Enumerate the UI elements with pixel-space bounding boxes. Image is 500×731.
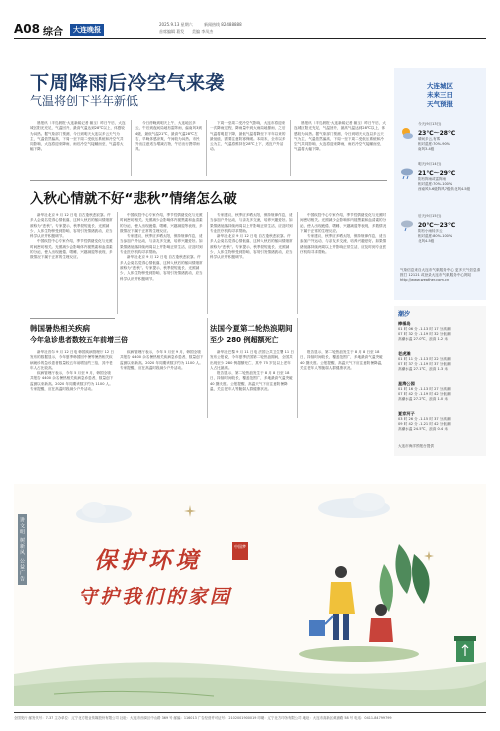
col-divider [131, 120, 132, 176]
autumn-col-3 [210, 213, 294, 313]
lead-col-1 [30, 121, 127, 175]
lead-paragraph: 下周一至周二受冷空气影响，大连市将迎来一次降雨过程，降雨量中到大雨局地暴雨，之后气温将明显下降，最低气温将降至下半年以来的最低值，需要注意防寒保暖。本周末，全市以多云为主，气温将维持在28℃上下，适宜户外活动。 [210, 121, 286, 152]
cloud-rain-icon [400, 217, 414, 231]
weather-header-line: 大连城区 [427, 82, 453, 90]
tide-location: 棒棰岛 [398, 321, 411, 326]
france-paragraph: 新华社巴黎 9 月 11 日电 法国公共卫生署 11 日发布公报说，今年夏季法国第二轮热浪期间，全国共出现至少 280 例超额死亡，其中 75 岁及以上老年人占比最高。 [210, 350, 294, 370]
footer-text: 全国发行 邮发代号：7-37 主办单位：辽宁北方报业传媒股份有限公司 社址：大连市西岗区中山路 369 号 邮编：116013 广告经营许可证号：2102001900019 印刷：辽宁北方印务有限公司 地址：大连市高新区黄浦路 58 号 电话：0411-84799799 [14, 716, 392, 720]
weather-wind: 西南风5-6级阵风7级转北风4-5级 [418, 187, 471, 191]
seal-text: 中国梦 [234, 544, 246, 549]
psa-slogan-line-2: 守护我们的家园 [78, 586, 233, 608]
weather-day-label: 今天(9月13日) [418, 122, 442, 126]
korea-paragraph: 疾病管理厅表示，今年 5 月至 9 月，韩国全境共报告 4400 余名暑热相关疾病急诊患者，数量创下监测以来新高。2020 年同期该数字约为 1100 人。专家提醒，应在高温时段减少户外活动。 [30, 371, 114, 392]
france-paragraph: 报告显示，第二轮热浪发生于 8 月 8 日至 18 日，持续时间较长，覆盖范围广，多地最高气温突破 40 摄氏度。公报提醒，高温天气下应注意防暑降温，关注老年人等脆弱人群健康状况。 [300, 350, 385, 370]
cloud-icon [314, 490, 394, 524]
col-divider [117, 212, 118, 314]
brand-logo: 大连晚报 [70, 24, 104, 36]
hotline: 新闻热线 82488888 [204, 22, 242, 27]
weather-header-line: 未来三日 [427, 91, 453, 99]
editor: 首席编辑 葛发 [159, 29, 185, 34]
autumn-paragraph: 专家建议，秋季应多晒太阳，保持规律作息，适当参加户外运动，与亲友多交流，培养兴趣爱好。如果情绪低落持续两周以上并影响正常生活，应及时到专业医疗机构寻求帮助。 [300, 234, 387, 255]
lead-paragraph: 晨报讯（半岛晨报·大连新闻记者 綦玉）昨日午后，大连城区阳光充足，气温回升，最高气温达到28℃以上，体感较为闷热。据气象部门预测，今日到明天大连以多云天气为主，气温依然偏高，下周一至下周二受低压系统和冷空气共同影响，大连将迎来降雨，雨后冷空气接踵而至，气温将大幅下降。 [30, 121, 126, 152]
weather-temp: 20℃～23℃ [418, 222, 456, 229]
people-illustration [289, 524, 449, 678]
rain-cloud-icon [400, 165, 414, 179]
weather-box [394, 68, 486, 300]
korea-col-2 [120, 350, 204, 418]
masthead [14, 22, 486, 38]
tide-source: 大连市海洋预报台提供 [398, 444, 434, 448]
weather-desc: 晴间多云,有雾 [418, 137, 441, 141]
lead-title: 下周降雨后冷空气来袭 [30, 72, 226, 94]
col-divider [207, 318, 208, 418]
lead-paragraph: 晨报讯（半岛晨报·大连新闻记者 綦玉）昨日午后，大连城区阳光充足，气温回升，最高气温达到28℃以上，体感较为闷热。据气象部门预测，今日到明天大连以多云天气为主，气温依然偏高，下周一至下周二受低压系统和冷空气共同影响，大连将迎来降雨，雨后冷空气接踵而至，气温将大幅下降。 [294, 121, 386, 152]
page-code: A08 [14, 22, 40, 36]
psa-slogan-line-1: 保护环境 [94, 547, 202, 574]
lead-col-4 [294, 121, 387, 175]
psa-label-text: 讲文明 树新风 公益广告 [18, 514, 27, 585]
tide-row: 高潮水温 27.1℃，浪高 1.3 米 [398, 367, 448, 372]
col-divider [207, 212, 208, 314]
tide-location: 夏家河子 [398, 411, 415, 416]
masthead-rule [14, 38, 486, 39]
seal-stamp [232, 542, 248, 560]
tide-title: 潮汐 [398, 311, 411, 318]
autumn-col-1 [30, 213, 114, 313]
tide-group [398, 321, 484, 343]
weather-humidity: 相对湿度:70%-100% [418, 182, 453, 186]
korea-title: 韩国暑热相关疾病 [30, 324, 90, 333]
tide-row: 07 时 42 分 -1.19 时 42 分低潮 [398, 392, 451, 397]
weather-day-label: 明天(9月14日) [418, 162, 442, 166]
tide-row: 09 时 42 分 -1.21 时 42 分低潮 [398, 422, 451, 427]
tide-row: 高潮水温 24.5℃，浪高 0.4 米 [398, 427, 448, 432]
weather-humidity: 相对湿度:80%-100% [418, 234, 453, 238]
date-line: 2025.9.13 星期六 [159, 22, 193, 27]
france-paragraph: 报告显示，第二轮热浪发生于 8 月 8 日至 18 日，持续时间较长，覆盖范围广，多地最高气温突破 40 摄氏度。公报提醒，高温天气下应注意防暑降温，关注老年人等脆弱人群健康状况。 [210, 371, 293, 392]
tide-group [398, 411, 484, 433]
section-rule [30, 180, 387, 181]
col-divider [297, 212, 298, 314]
tide-group [398, 351, 484, 373]
autumn-paragraph: 中国疾控中心专家介绍，季节性情绪变化与光照时间密切相关。光照减少会影响体内褪黑素和血清素的分泌，使人出现疲倦、嗜睡、兴趣减退等表现，多数情况下属于正常的生理反应。 [120, 213, 203, 233]
tide-row: 01 时 11 分 -1.13 时 22 分高潮 [398, 357, 451, 361]
autumn-paragraph: 专家建议，秋季应多晒太阳，保持规律作息，适当参加户外运动，与亲友多交流，培养兴趣爱好。如果情绪低落持续两周以上并影响正常生活，应及时到专业医疗机构寻求帮助。 [120, 234, 203, 255]
weather-temp: 21℃～29℃ [418, 170, 456, 177]
tide-row: 高潮水温 27.2℃，浪高 1.0 米 [398, 397, 448, 402]
weather-wind: 北风4-5级 [418, 239, 435, 243]
tide-row: 07 时 37 分 -1.19 时 37 分低潮 [398, 362, 451, 367]
sparkle-icon [184, 502, 196, 521]
france-subtitle: 至少 280 例超额死亡 [210, 336, 279, 344]
autumn-paragraph: 新华社北京 9 月 12 日电 自古逢秋悲寂寥。许多人会莫名觉得心情低落，这种入秋后的郁闷情绪常被称为“悲秋”。专家提示，秋季昼短夜长、光照减少，人体生物钟受到影响，容易引发情绪波动，应当科学认识并积极调节。 [30, 213, 113, 239]
weather-day-label: 后天(9月15日) [418, 214, 442, 218]
weather-temp: 23℃～28℃ [418, 130, 456, 137]
section-name: 综合 [43, 27, 63, 38]
tide-group [398, 381, 484, 403]
tide-row: 03 时 26 分 -1.15 时 37 分高潮 [398, 417, 451, 421]
autumn-paragraph: 专家建议，秋季应多晒太阳，保持规律作息，适当参加户外运动，与亲友多交流，培养兴趣爱好。如果情绪低落持续两周以上并影响正常生活，应及时到专业医疗机构寻求帮助。 [210, 213, 293, 233]
tide-location: 星海公园 [398, 381, 415, 386]
weather-humidity: 相对湿度:70%-90% [418, 142, 451, 146]
lead-col-2 [135, 121, 202, 175]
korea-paragraph: 新华社首尔 9 月 12 日电 韩国疾病管理厅 12 日发布的数据显示，今年夏季韩国因中暑等暑热相关疾病就诊的急诊患者数量较五年前增加约三倍，其中老年人占比较高。 [30, 350, 114, 370]
col-divider [297, 318, 298, 418]
weather-desc: 阴有小雨转多云 [418, 229, 443, 233]
cloud-icon [74, 498, 134, 528]
psa-ad [14, 484, 486, 706]
france-col-2 [300, 350, 387, 418]
lead-col-3 [210, 121, 287, 175]
autumn-paragraph: 中国疾控中心专家介绍，季节性情绪变化与光照时间密切相关。光照减少会影响体内褪黑素和血清素的分泌，使人出现疲倦、嗜睡、兴趣减退等表现，多数情况下属于正常的生理反应。 [300, 213, 387, 233]
section-rule [30, 318, 115, 319]
designer: 美编 李凤杰 [192, 29, 214, 34]
tide-row: 01 时 16 分 -1.13 时 27 分高潮 [398, 387, 451, 391]
weather-note: 气象信息来自大连市气象服务中心 更多天气信息请拨打 12121 或登录大连市气象服务中心网站 http://www.weather.com.cn [400, 268, 481, 283]
tide-row: 高潮水温 27.0℃，浪高 1.2 米 [398, 337, 448, 342]
autumn-paragraph: 中国疾控中心专家介绍，季节性情绪变化与光照时间密切相关。光照减少会影响体内褪黑素和血清素的分泌，使人出现疲倦、嗜睡、兴趣减退等表现，多数情况下属于正常的生理反应。 [30, 239, 113, 260]
france-title: 法国今夏第二轮热浪期间 [210, 324, 293, 333]
tide-location: 老虎滩 [398, 351, 411, 356]
autumn-title: 入秋心情就不好“悲秋”情绪怎么破 [30, 191, 237, 207]
lead-subtitle: 气温将创下半年新低 [30, 94, 139, 108]
footer-rule [14, 712, 486, 713]
recycle-bin-icon [454, 634, 476, 668]
weather-desc: 阴有阵雨或雷阵雨 [418, 177, 446, 181]
col-divider [290, 120, 291, 176]
autumn-paragraph: 新华社北京 9 月 12 日电 自古逢秋悲寂寥。许多人会莫名觉得心情低落，这种入秋后的郁闷情绪常被称为“悲秋”。专家提示，秋季昼短夜长、光照减少，人体生物钟受到影响，容易引发情绪波动，应当科学认识并积极调节。 [210, 234, 293, 260]
sun-cloud-icon [400, 125, 414, 139]
lead-paragraph: 今日傍晚到明天上午，大连地区多云，午后到夜间局地有雷阵雨，偏南风3到4级，最低气温21℃，最高气温28℃左右，早晚体感凉爽，午间较为闷热。市民外出注意适当增减衣物，午后出行携带雨具。 [135, 121, 202, 152]
korea-paragraph: 疾病管理厅表示，今年 5 月至 9 月，韩国全境共报告 4400 余名暑热相关疾病急诊患者，数量创下监测以来新高。2020 年同期该数字约为 1100 人。专家提醒，应在高温时段减少户外活动。 [120, 350, 204, 370]
korea-col-1 [30, 350, 114, 418]
weather-wind: 南风3-4级 [418, 147, 435, 151]
autumn-col-4 [300, 213, 387, 313]
tide-row: 01 时 06 分 -1.13 时 17 分高潮 [398, 327, 451, 331]
tide-box [394, 306, 486, 456]
col-divider [206, 120, 207, 176]
korea-subtitle: 今年急诊患者数较五年前增三倍 [30, 336, 128, 344]
weather-header [394, 82, 486, 109]
weather-header-line: 天气预报 [427, 100, 453, 108]
tide-row: 07 时 32 分 -1.19 时 32 分低潮 [398, 332, 451, 337]
autumn-paragraph: 新华社北京 9 月 12 日电 自古逢秋悲寂寥。许多人会莫名觉得心情低落，这种入秋后的郁闷情绪常被称为“悲秋”。专家提示，秋季昼短夜长、光照减少，人体生物钟受到影响，容易引发情绪波动，应当科学认识并积极调节。 [120, 255, 203, 281]
france-col-1 [210, 350, 294, 418]
